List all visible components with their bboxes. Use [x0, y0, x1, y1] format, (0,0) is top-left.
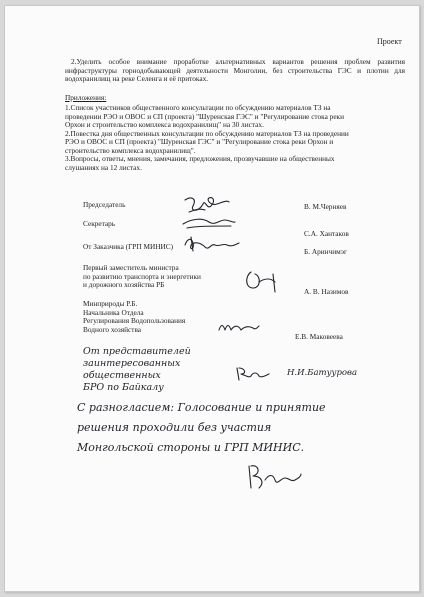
customer-signature [181, 233, 241, 255]
secretary-name: С.А. Хантаков [304, 229, 349, 238]
ministry-role-line: Водного хозяйства [83, 324, 142, 334]
deputy-role-line: и дорожного хозяйства РБ [83, 280, 165, 289]
ministry-name: Е.В. Маковеева [295, 332, 343, 341]
chairman-name: В. М.Черняев [304, 202, 347, 211]
attachments-heading: Приложения: [65, 93, 107, 102]
ministry-role-line: Минприроды Р.Б. [83, 299, 138, 308]
attachments-line: строительство комплекса водохранилищ". [65, 145, 196, 155]
customer-role: От Заказчика (ГРП МИНИС) [83, 242, 174, 251]
handwritten-ngo-name: Н.И.Батуурова [287, 368, 358, 378]
attachments-line: Орхон и строительство комплекса водохранилищ" на 30 листах. [65, 120, 264, 129]
handwritten-ngo-line: заинтересованных [83, 358, 181, 369]
handwritten-disagreement-line: Монгольской стороны и ГРП МИНИС. [77, 441, 305, 454]
draft-label: Проект [377, 37, 402, 46]
attachments-line: проведении РЭО и ОВОС и СП (проекта) "Шуренская ГЭС" и "Регулирование стока реки [65, 111, 345, 121]
handwritten-ngo-line: От представителей [83, 346, 191, 357]
deputy-name: А. В. Назимов [304, 287, 349, 296]
secretary-role: Секретарь [83, 219, 116, 228]
final-signature [243, 460, 303, 494]
deputy-role-line: Первый заместитель министра [83, 263, 179, 272]
attachments-line: слушаниях на 12 листах. [65, 162, 142, 172]
customer-name: Б. Аринчимэг [304, 247, 347, 256]
handwritten-disagreement-line: С разногласием: Голосование и принятие [77, 401, 326, 414]
ministry-role-line: Регулирования Водопользования [83, 316, 186, 325]
item-2-paragraph: 2.Уделить особое внимание проработке альтернативных вариантов решения проблем развития инфраструктуры горнодобывающей деятельности Монголии, без строительства ГЭС и плотин для водохранилищ на реке Селенга и её притоках. [65, 57, 405, 84]
attachments-line: РЭО и ОВОС и СП (проекта) "Шуренская ГЭС" и "Регулирование стока реки Орхон и [65, 137, 334, 146]
handwritten-ngo-line: общественных [83, 370, 161, 381]
deputy-signature [241, 268, 293, 294]
ngo-signature [233, 364, 273, 382]
ministry-signature [217, 320, 261, 336]
secretary-signature [181, 214, 237, 234]
attachments-line: 1.Список участников общественного консультации по обсуждению материалов ТЗ на [65, 103, 331, 112]
ministry-role-line: Начальника Отдела [83, 307, 144, 317]
chairman-signature [181, 192, 231, 216]
attachments-line: 3.Вопросы, ответы, мнения, замечания, предложения, прозвучавшие на общественных [65, 154, 335, 163]
handwritten-disagreement-line: решения проходили без участия [77, 421, 272, 434]
chairman-role: Председатель [83, 200, 126, 209]
document-page [4, 5, 420, 592]
attachments-line: 2.Повестка дня общественных консультации по обсуждению материалов ТЗ на проведении [65, 128, 349, 138]
handwritten-ngo-line: БРО по Байкалу [83, 382, 164, 393]
deputy-role-line: по развитию транспорта и энергетики [83, 271, 201, 281]
